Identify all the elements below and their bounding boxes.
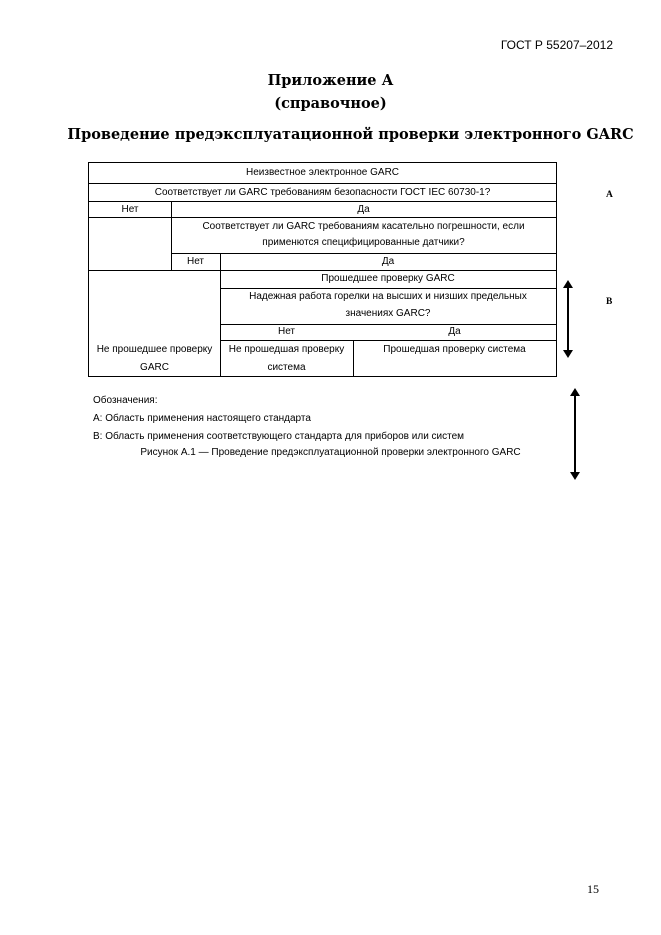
passed-garc-cell: Прошедшее проверку GARC [321,273,455,284]
no-cell: Нет [121,204,139,215]
failed-garc-line-2: GARC [140,362,169,373]
safety-question-cell: Соответствует ли GARC требованиям безопасности ГОСТ IEC 60730-1? [154,187,491,198]
scope-b-arrow [560,280,576,358]
failed-system-line-1: Не прошедшая проверку [228,344,345,355]
appendix-subtitle: (справочное) [274,95,387,112]
figure-caption: Рисунок А.1 — Проведение предэксплуатационной проверки электронного GARC [140,447,521,458]
burner-question-line-2: значениях GARC? [345,308,431,319]
scope-label-b: B [606,297,613,307]
failed-garc-line-1: Не прошедшее проверку [96,344,213,355]
flowchart-table [88,162,557,377]
unknown-garc-cell: Неизвестное электронное GARC [245,167,400,178]
yes-cell: Да [448,326,461,337]
yes-cell: Да [357,204,370,215]
failed-system-line-2: система [267,362,306,373]
passed-system-cell: Прошедшая проверку система [383,344,526,355]
standard-number: ГОСТ Р 55207–2012 [500,38,613,52]
page-number: 15 [587,882,599,896]
burner-question-line-1: Надежная работа горелки на высших и низших предельных [249,291,527,302]
accuracy-question-line-1: Соответствует ли GARC требованиям касательно погрешности, если [202,221,525,232]
note-b: В: Область применения соответствующего стандарта для приборов или систем [93,431,465,442]
accuracy-question-line-2: применются специфицированные датчики? [262,237,465,248]
notes-heading: Обозначения: [93,395,158,406]
no-cell: Нет [186,256,205,267]
yes-cell: Да [381,256,395,267]
scope-a-arrow [567,388,583,480]
figure-title: Проведение предэксплуатационной проверки электронного GARC [67,126,634,143]
note-a: А: Область применения настоящего стандарта [93,413,311,424]
appendix-title: Приложение А [267,72,394,89]
scope-label-a: A [606,190,613,200]
no-cell: Нет [277,326,296,337]
